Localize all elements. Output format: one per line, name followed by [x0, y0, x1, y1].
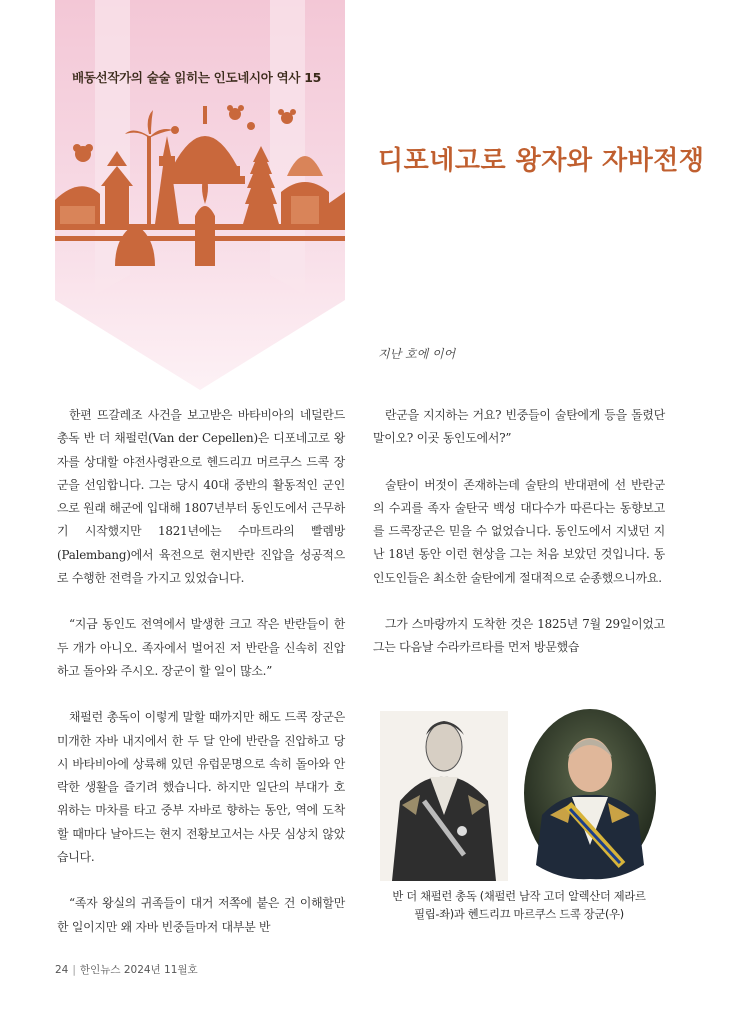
article-column-right [373, 404, 665, 683]
paragraph: 한편 뜨갈레조 사건을 보고받은 바타비아의 네덜란드 총독 반 더 채펄런(Van der Cepellen)은 디포네고로 왕자를 상대할 야전사령관으로 헨드리끄 머르쿠스 드콕 장군을 선임합니다. 그는 당시 40대 중반의 활동적인 군인으로 원래 해군에 입대해 1807년부터 동인도에서 근무하기 시작했지만 1821년에는 수마트라의 빨렘방(Palembang)에서 육전으로 현지반란 진압을 성공적으로 수행한 전력을 가지고 있었습니다. [57, 408, 345, 586]
continued-note: 지난 호에 이어 [378, 347, 456, 361]
paragraph: 란군을 지지하는 거요? 빈중들이 술탄에게 등을 돌렸단 말이오? 이곳 동인도에서?” [373, 408, 665, 446]
publication-name: 한인뉴스 2024년 11월호 [79, 964, 198, 976]
paragraph: 채펄런 총독이 이렇게 말할 때까지만 해도 드콕 장군은 미개한 자바 내지에서 한 두 달 안에 반란을 진압하고 당시 바타비아에 상륙해 있던 유럽문명으로 속히 돌아와 안락한 생활을 즐기려 했습니다. 하지만 일단의 부대가 호위하는 마차를 타고 중부 자바로 향하는 동안, 역에 도착할 때마다 날아드는 현지 전황보고서는 사뭇 심상치 않았습니다. [57, 710, 345, 865]
page-footer [55, 962, 198, 977]
portrait-de-kock [524, 709, 656, 879]
caption-line-2: 필립-좌)과 헨드리끄 마르쿠스 드콕 장군(우) [414, 908, 624, 921]
portrait-caption [378, 888, 660, 924]
page-title: 디포네고로 왕자와 자바전쟁 [378, 146, 705, 176]
article-column-left [57, 404, 345, 962]
paragraph: “지금 동인도 전역에서 발생한 크고 작은 반란들이 한 두 개가 아니오. 족자에서 벌어진 저 반란을 신속히 진압하고 돌아와 주시오. 장군이 할 일이 많소.” [57, 617, 345, 678]
indonesia-landmarks-illustration [55, 96, 345, 266]
portrait-van-der-capellen [380, 711, 508, 881]
page-number: 24 [55, 964, 69, 976]
series-label: 배동선작가의 술술 읽히는 인도네시아 역사 15 [72, 70, 322, 85]
portraits-image [372, 705, 664, 885]
paragraph: 그가 스마랑까지 도착한 것은 1825년 7월 29일이었고 그는 다음날 수라카르타를 먼저 방문했습 [373, 617, 665, 655]
footer-separator: | [72, 964, 76, 976]
caption-line-1: 반 더 채펄런 총독 (채펄런 남작 고더 알렉산더 제라르 [392, 890, 646, 903]
paragraph: 술탄이 버젓이 존재하는데 술탄의 반대편에 선 반란군의 수괴를 족자 술탄국 백성 대다수가 따른다는 동향보고를 드콕장군은 믿을 수 없었습니다. 동인도에서 지냈던 지난 18년 동안 이런 현상을 그는 처음 보았던 것입니다. 동인도인들은 최소한 술탄에게 절대적으로 순종했으니까요. [373, 477, 665, 585]
paragraph: “족자 왕실의 귀족들이 대거 저쪽에 붙은 건 이해할만한 일이지만 왜 자바 빈중들마저 대부분 반 [57, 896, 345, 934]
